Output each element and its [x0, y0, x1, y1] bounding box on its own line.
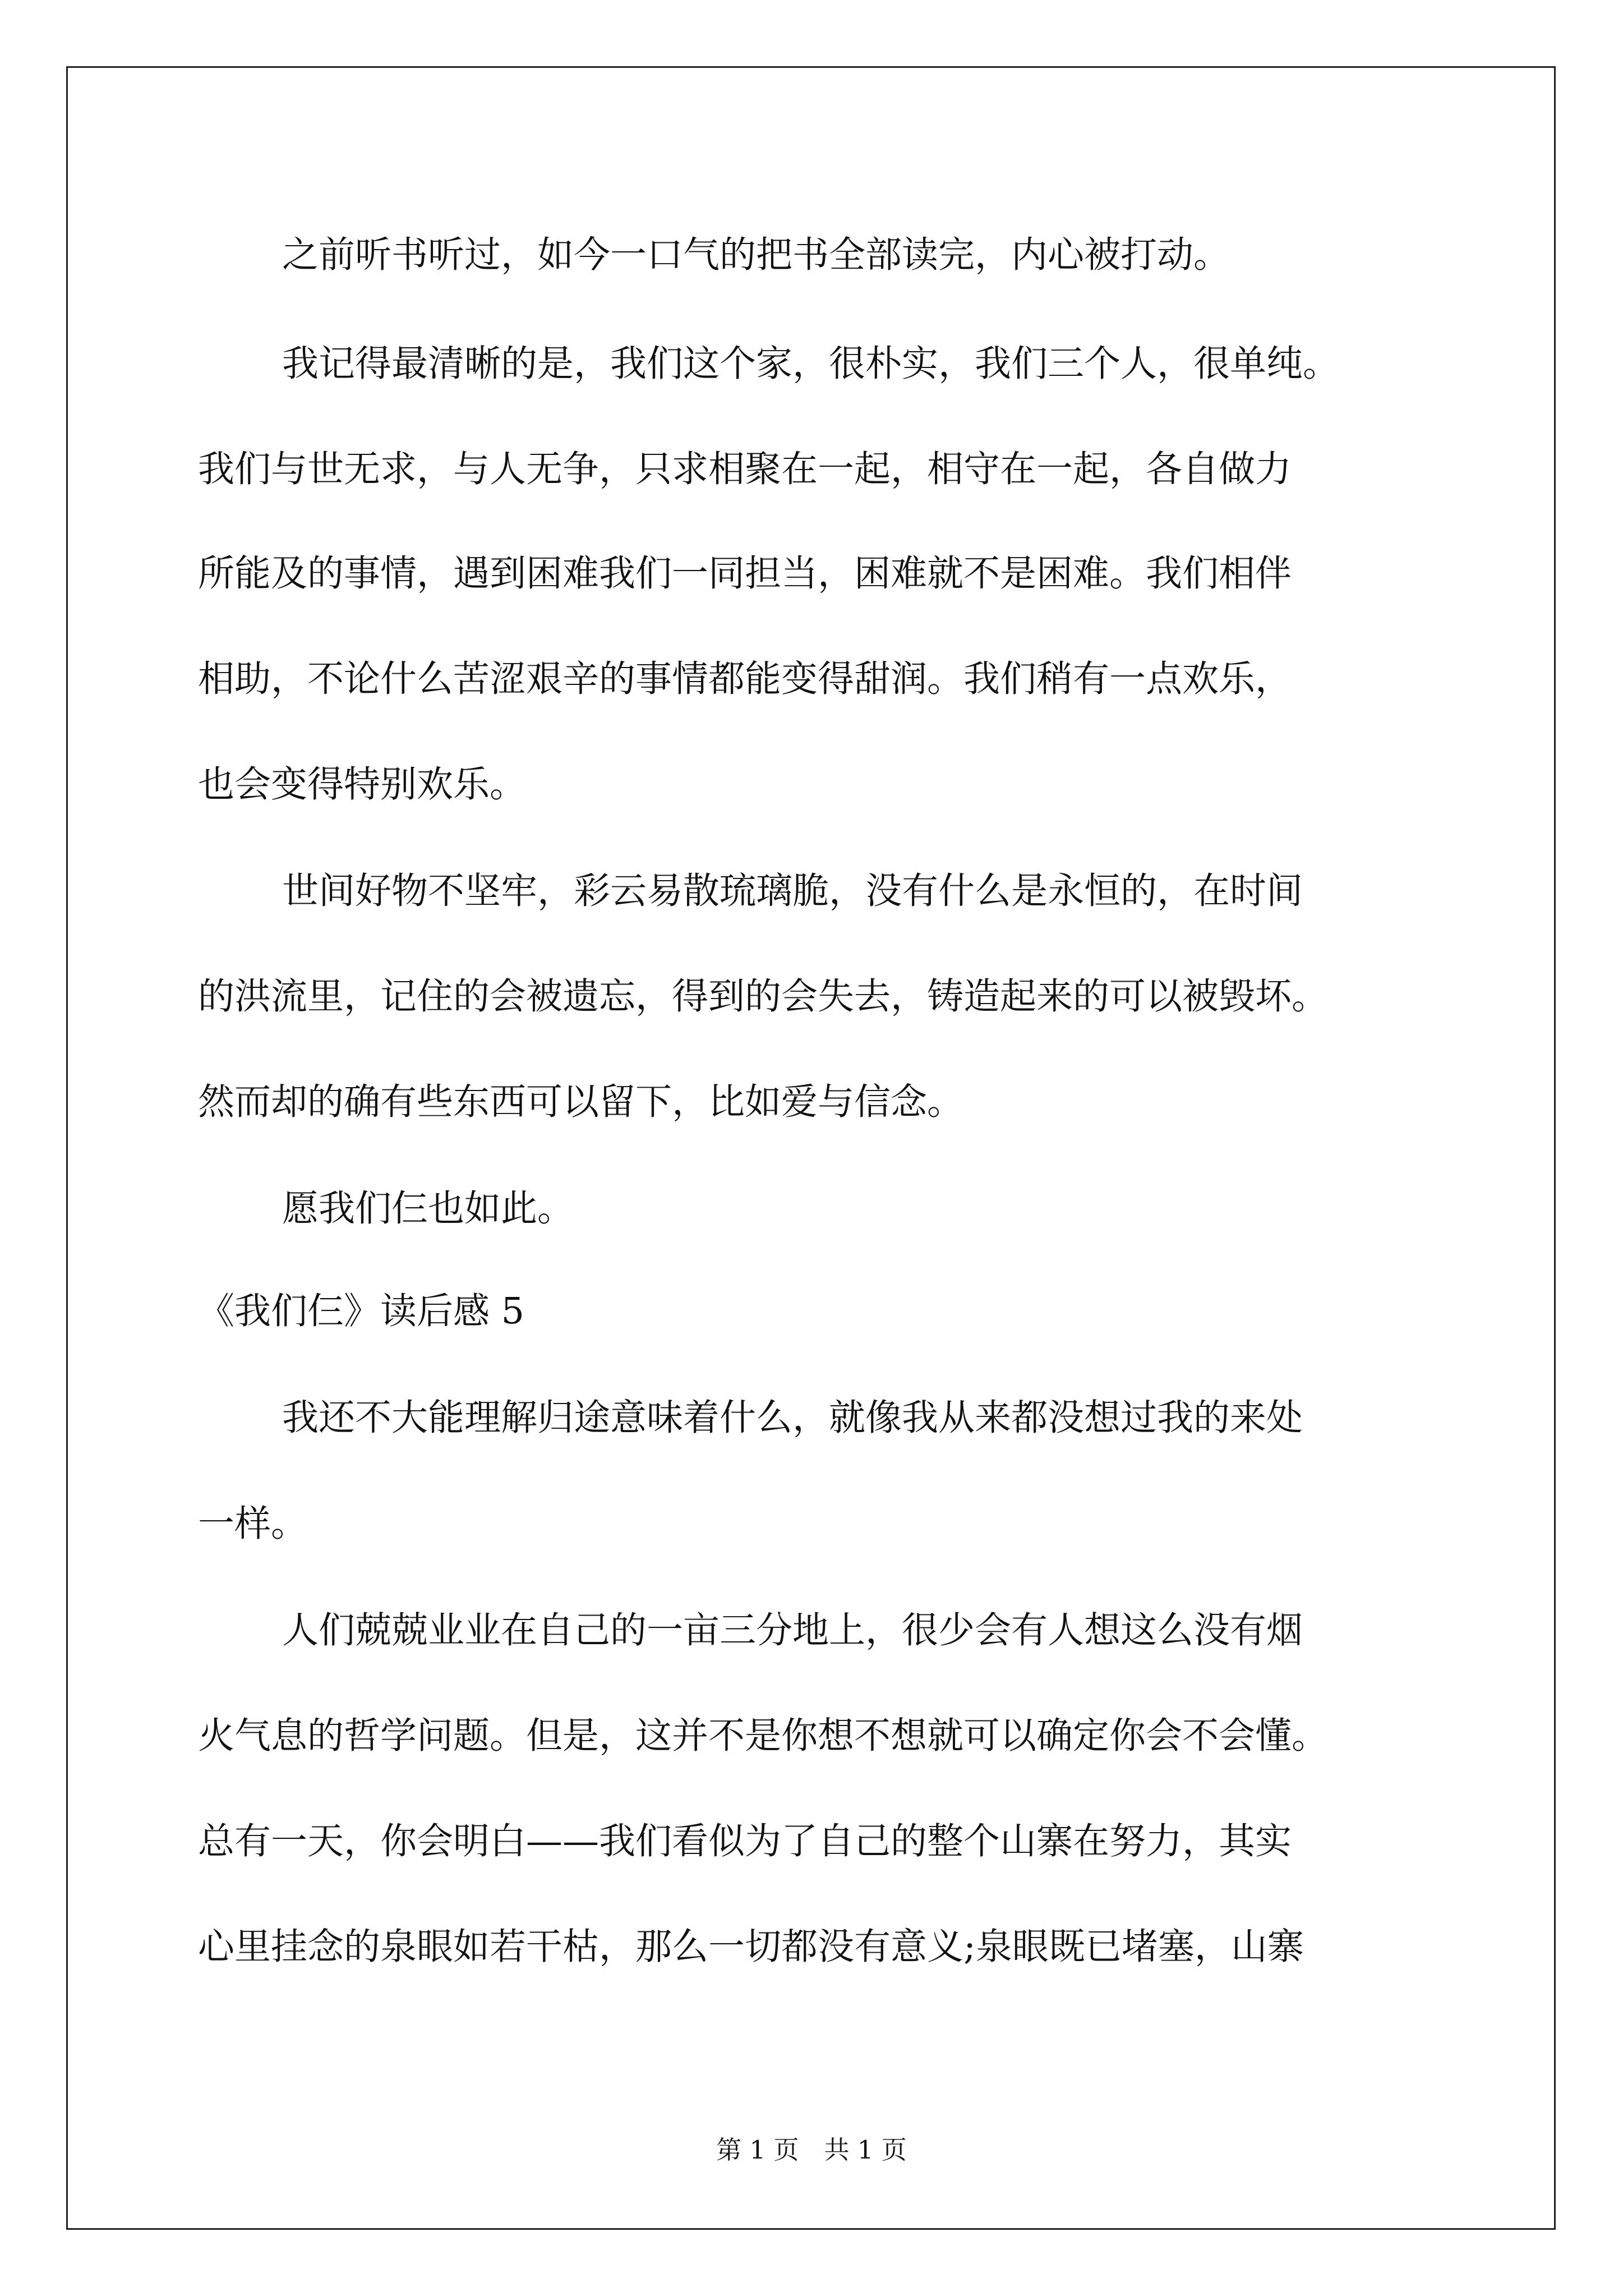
body-line: 的洪流里，记住的会被遗忘，得到的会失去，铸造起来的可以被毁坏。: [198, 976, 1329, 1018]
body-line: 所能及的事情，遇到困难我们一同担当，困难就不是困难。我们相伴: [198, 553, 1292, 595]
page-border: [66, 66, 1556, 2230]
page-footer: 第 1 页 共 1 页: [716, 2135, 907, 2165]
body-line: 人们兢兢业业在自己的一亩三分地上，很少会有人想这么没有烟: [282, 1609, 1303, 1651]
body-line: 愿我们仨也如此。: [282, 1188, 574, 1230]
body-line: 心里挂念的泉眼如若干枯，那么一切都没有意义;泉眼既已堵塞，山寨: [198, 1926, 1304, 1968]
body-line: 世间好物不坚牢，彩云易散琉璃脆，没有什么是永恒的，在时间: [282, 870, 1303, 912]
body-line: 我还不大能理解归途意味着什么，就像我从来都没想过我的来处: [282, 1397, 1303, 1439]
body-line: 相助，不论什么苦涩艰辛的事情都能变得甜润。我们稍有一点欢乐，: [198, 658, 1292, 700]
body-line: 火气息的哲学问题。但是，这并不是你想不想就可以确定你会不会懂。: [198, 1715, 1329, 1757]
section-heading: 《我们仨》读后感 5: [198, 1290, 525, 1332]
body-line: 然而却的确有些东西可以留下，比如爱与信念。: [198, 1081, 964, 1123]
body-line: 一样。: [198, 1503, 308, 1545]
body-line: 也会变得特别欢乐。: [198, 763, 527, 806]
body-line: 我们与世无求，与人无争，只求相聚在一起，相守在一起，各自做力: [198, 448, 1292, 490]
body-line: 之前听书听过，如今一口气的把书全部读完，内心被打动。: [282, 234, 1230, 276]
body-line: 我记得最清晰的是，我们这个家，很朴实，我们三个人，很单纯。: [282, 343, 1340, 385]
body-line: 总有一天，你会明白——我们看似为了自己的整个山寨在努力，其实: [198, 1820, 1292, 1862]
